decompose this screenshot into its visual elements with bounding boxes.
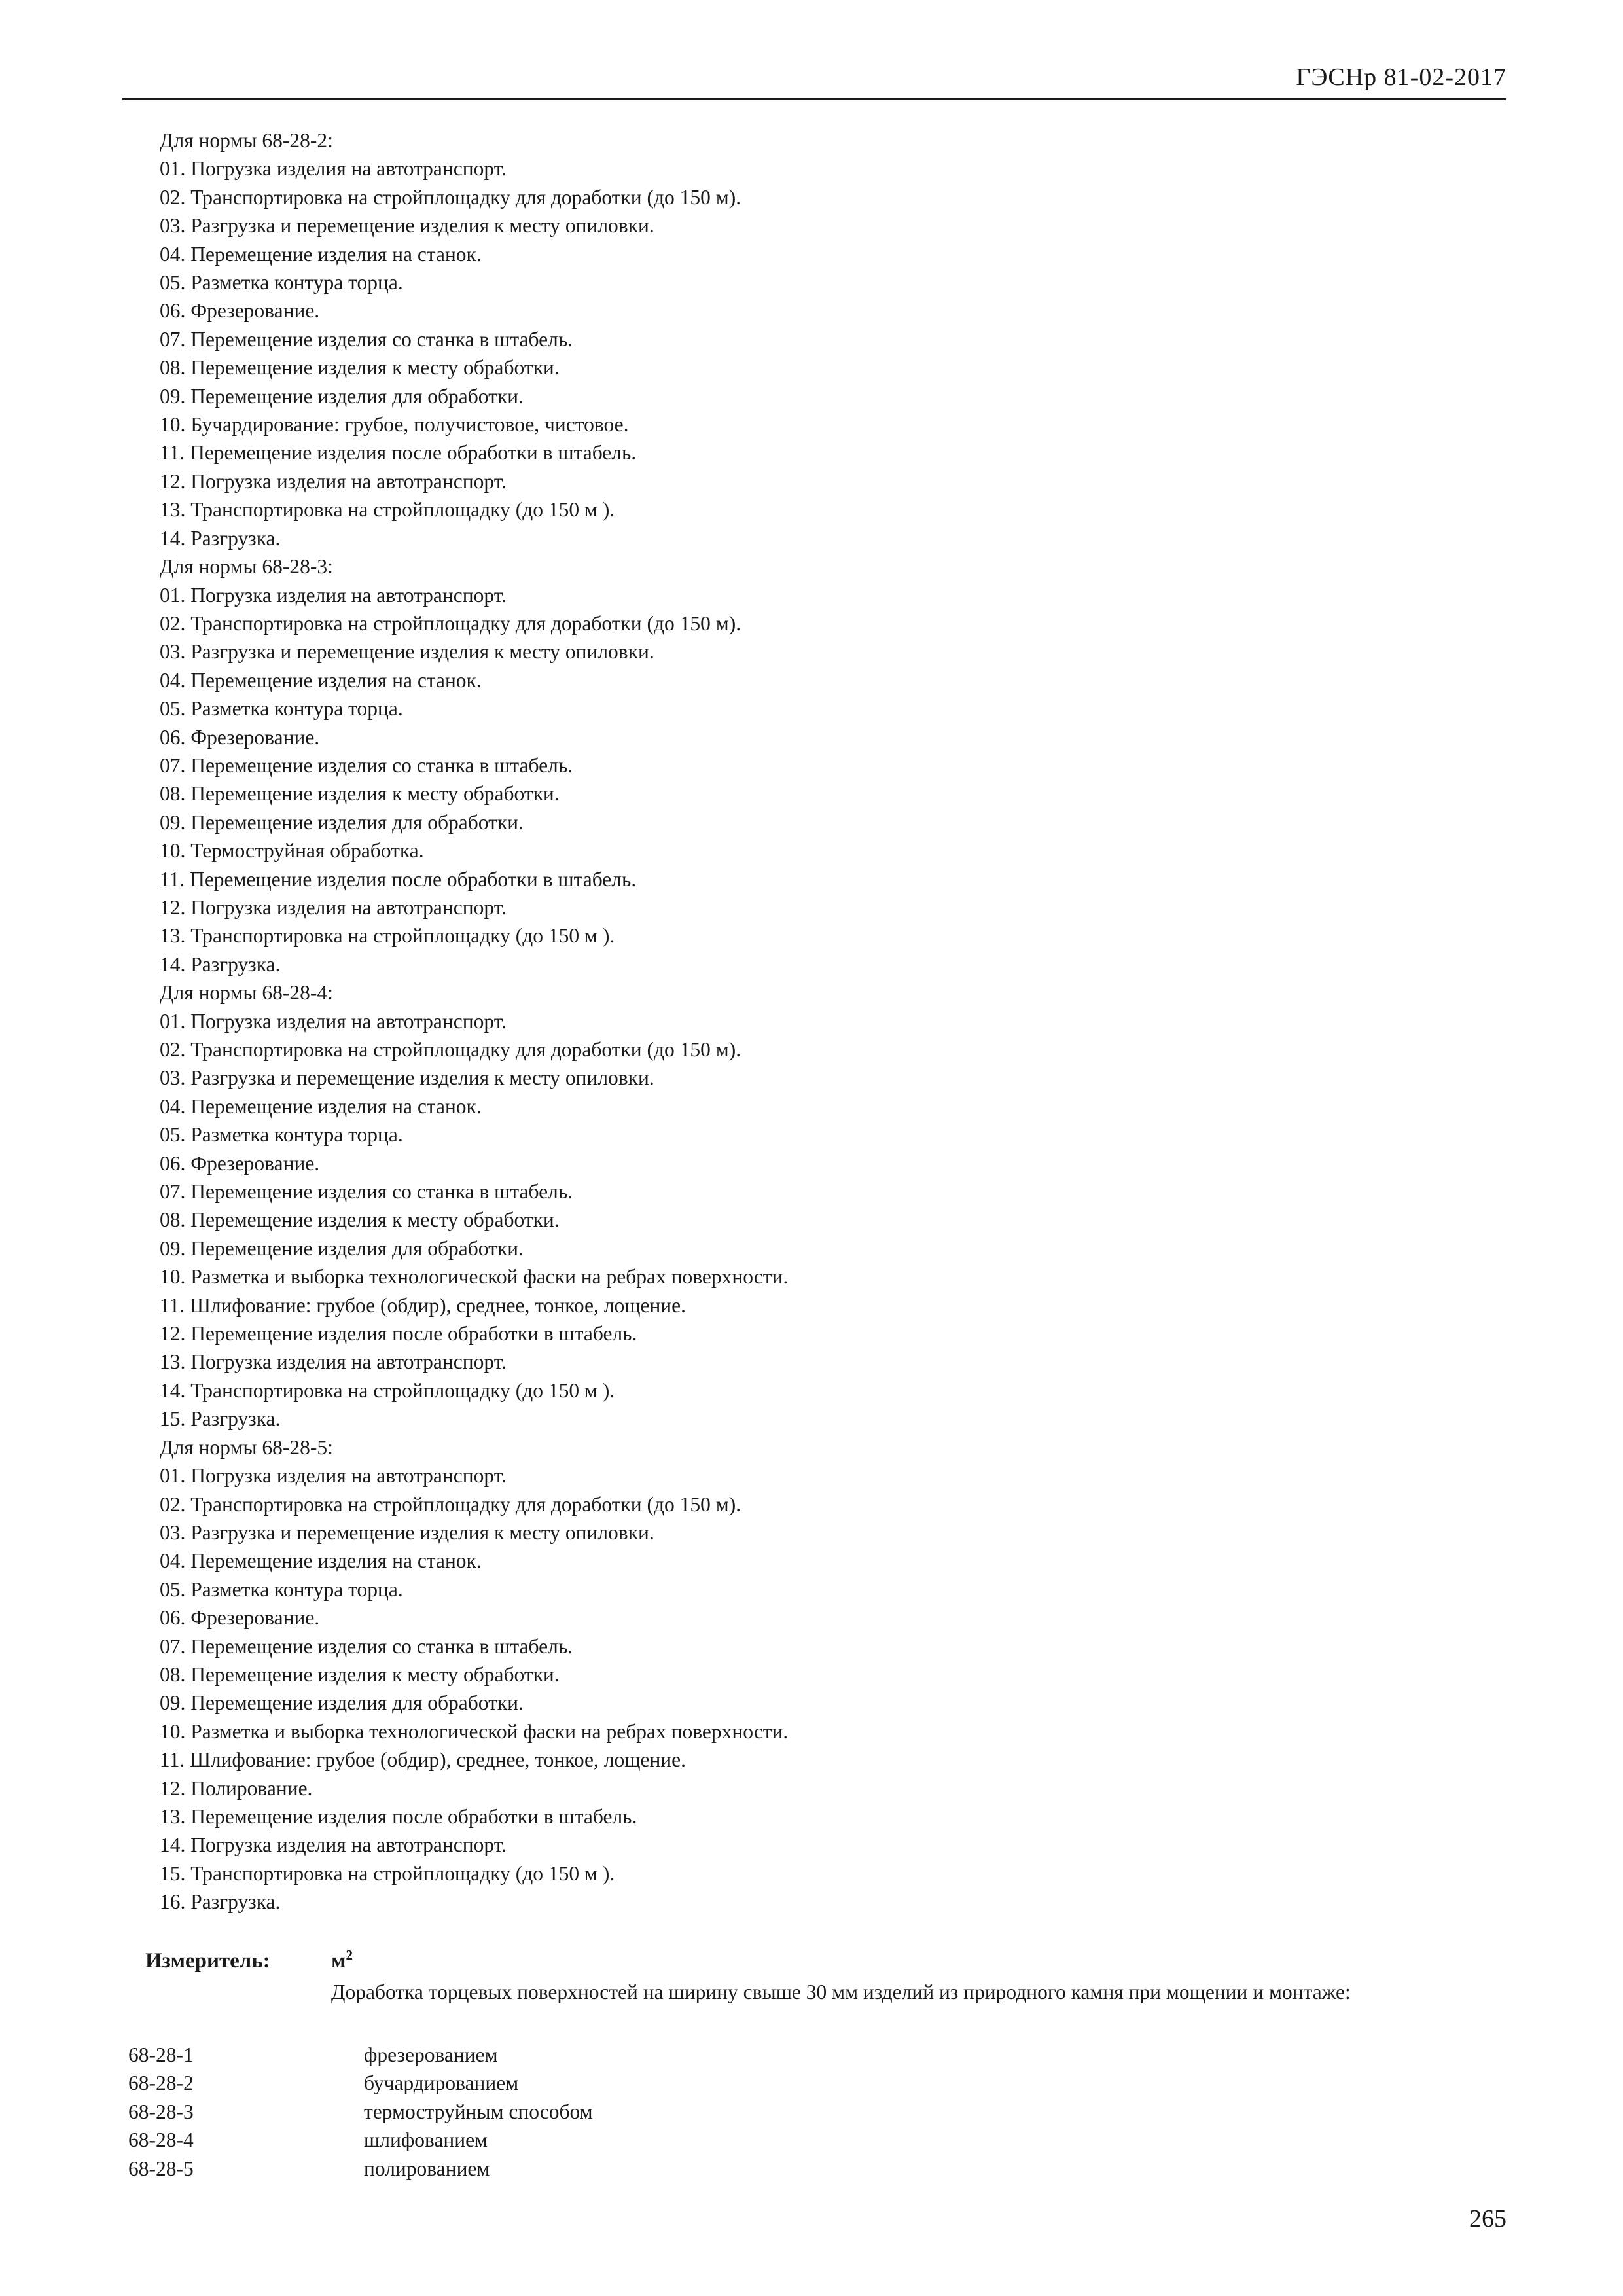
norm-method: бучардированием <box>364 2072 519 2095</box>
norm-row <box>128 2126 593 2154</box>
norm-row <box>128 2098 593 2126</box>
operation-item: 15. Разгрузка. <box>160 1407 281 1431</box>
operation-item: 08. Перемещение изделия к месту обработки. <box>160 356 560 380</box>
norm-code: 68-28-2 <box>128 2072 194 2095</box>
operation-item: 06. Фрезерование. <box>160 725 320 749</box>
operation-item: 02. Транспортировка на стройплощадку для доработки (до 150 м). <box>160 611 741 635</box>
operation-item: 15. Транспортировка на стройплощадку (до 150 м ). <box>160 1861 615 1885</box>
measure-label: Измеритель: <box>145 1949 270 1973</box>
operation-item: 06. Фрезерование. <box>160 299 320 323</box>
measure-unit <box>331 1949 353 1973</box>
measure-unit-power: 2 <box>346 1947 353 1963</box>
operation-item: 09. Перемещение изделия для обработки. <box>160 810 524 834</box>
operation-item: 02. Транспортировка на стройплощадку для доработки (до 150 м). <box>160 185 741 209</box>
operation-item: 12. Погрузка изделия на автотранспорт. <box>160 469 507 493</box>
operation-item: 08. Перемещение изделия к месту обработки. <box>160 1662 560 1686</box>
norm-code: 68-28-1 <box>128 2043 194 2066</box>
operation-item: 14. Разгрузка. <box>160 952 281 976</box>
norm-code: 68-28-4 <box>128 2128 194 2152</box>
operation-item: 11. Перемещение изделия после обработки в штабель. <box>160 441 637 465</box>
operation-item: 07. Перемещение изделия со станка в штабель. <box>160 327 573 351</box>
operation-item: 13. Перемещение изделия после обработки в штабель. <box>160 1804 637 1828</box>
operations-heading: Для нормы 68-28-2: <box>160 129 333 152</box>
operation-item: 10. Разметка и выборка технологической фаски на ребрах поверхности. <box>160 1719 789 1743</box>
operation-item: 04. Перемещение изделия на станок. <box>160 242 482 266</box>
operation-item: 12. Перемещение изделия после обработки в штабель. <box>160 1322 637 1346</box>
operations-heading: Для нормы 68-28-3: <box>160 555 333 579</box>
operation-item: 04. Перемещение изделия на станок. <box>160 1549 482 1573</box>
operation-item: 07. Перемещение изделия со станка в штабель. <box>160 1634 573 1658</box>
header-rule <box>122 98 1506 100</box>
operation-item: 02. Транспортировка на стройплощадку для доработки (до 150 м). <box>160 1038 741 1061</box>
norm-group-description: Доработка торцевых поверхностей на ширину свыше 30 мм изделий из природного камня при мощении и монтаже: <box>331 1981 1351 2003</box>
operation-item: 05. Разметка контура торца. <box>160 271 403 295</box>
operations-heading: Для нормы 68-28-4: <box>160 981 333 1005</box>
operation-item: 01. Погрузка изделия на автотранспорт. <box>160 1464 507 1488</box>
operation-item: 03. Разгрузка и перемещение изделия к месту опиловки. <box>160 1066 654 1090</box>
operation-item: 07. Перемещение изделия со станка в штабель. <box>160 753 573 777</box>
norm-method: шлифованием <box>364 2128 488 2152</box>
operation-item: 05. Разметка контура торца. <box>160 1577 403 1601</box>
norm-row <box>128 2069 593 2097</box>
operation-item: 08. Перемещение изделия к месту обработки. <box>160 782 560 806</box>
operation-item: 10. Разметка и выборка технологической фаски на ребрах поверхности. <box>160 1265 789 1289</box>
operation-item: 09. Перемещение изделия для обработки. <box>160 384 524 408</box>
norm-method: термоструйным способом <box>364 2100 593 2123</box>
operation-item: 01. Погрузка изделия на автотранспорт. <box>160 583 507 607</box>
operation-item: 13. Транспортировка на стройплощадку (до 150 м ). <box>160 498 615 522</box>
operation-item: 12. Погрузка изделия на автотранспорт. <box>160 895 507 919</box>
operation-item: 03. Разгрузка и перемещение изделия к месту опиловки. <box>160 214 654 238</box>
operation-item: 09. Перемещение изделия для обработки. <box>160 1236 524 1260</box>
operation-item: 07. Перемещение изделия со станка в штабель. <box>160 1180 573 1204</box>
operation-item: 03. Разгрузка и перемещение изделия к месту опиловки. <box>160 1520 654 1544</box>
operation-item: 16. Разгрузка. <box>160 1890 281 1914</box>
operation-item: 03. Разгрузка и перемещение изделия к месту опиловки. <box>160 640 654 664</box>
page-number: 265 <box>1469 2205 1507 2233</box>
operation-item: 13. Транспортировка на стройплощадку (до 150 м ). <box>160 924 615 948</box>
operations-list <box>160 126 1403 1916</box>
operation-item: 13. Погрузка изделия на автотранспорт. <box>160 1350 507 1374</box>
norm-row <box>128 2155 593 2183</box>
operation-item: 11. Шлифование: грубое (обдир), среднее, тонкое, лощение. <box>160 1748 687 1772</box>
norms-table <box>128 2041 593 2183</box>
operation-item: 14. Транспортировка на стройплощадку (до 150 м ). <box>160 1378 615 1402</box>
operation-item: 14. Разгрузка. <box>160 526 281 550</box>
operation-item: 06. Фрезерование. <box>160 1606 320 1630</box>
norm-method: фрезерованием <box>364 2043 498 2066</box>
operation-item: 08. Перемещение изделия к месту обработки. <box>160 1208 560 1232</box>
operation-item: 02. Транспортировка на стройплощадку для доработки (до 150 м). <box>160 1492 741 1516</box>
operation-item: 04. Перемещение изделия на станок. <box>160 668 482 692</box>
operation-item: 11. Шлифование: грубое (обдир), среднее, тонкое, лощение. <box>160 1293 687 1317</box>
measure-unit-symbol: м <box>331 1949 346 1973</box>
norm-row <box>128 2041 593 2069</box>
norm-method: полированием <box>364 2157 490 2180</box>
norm-code: 68-28-3 <box>128 2100 194 2123</box>
document-code: ГЭСНр 81-02-2017 <box>1296 63 1507 91</box>
operation-item: 12. Полирование. <box>160 1776 313 1800</box>
operation-item: 10. Термоструйная обработка. <box>160 839 424 863</box>
operation-item: 05. Разметка контура торца. <box>160 1123 403 1147</box>
operation-item: 05. Разметка контура торца. <box>160 697 403 721</box>
operation-item: 11. Перемещение изделия после обработки в штабель. <box>160 867 637 891</box>
operations-heading: Для нормы 68-28-5: <box>160 1435 333 1459</box>
operation-item: 04. Перемещение изделия на станок. <box>160 1094 482 1118</box>
operation-item: 10. Бучардирование: грубое, получистовое, чистовое. <box>160 413 629 437</box>
operation-item: 14. Погрузка изделия на автотранспорт. <box>160 1833 507 1857</box>
norm-code: 68-28-5 <box>128 2157 194 2180</box>
operation-item: 01. Погрузка изделия на автотранспорт. <box>160 1009 507 1033</box>
operation-item: 09. Перемещение изделия для обработки. <box>160 1691 524 1715</box>
operation-item: 06. Фрезерование. <box>160 1151 320 1175</box>
operation-item: 01. Погрузка изделия на автотранспорт. <box>160 157 507 181</box>
